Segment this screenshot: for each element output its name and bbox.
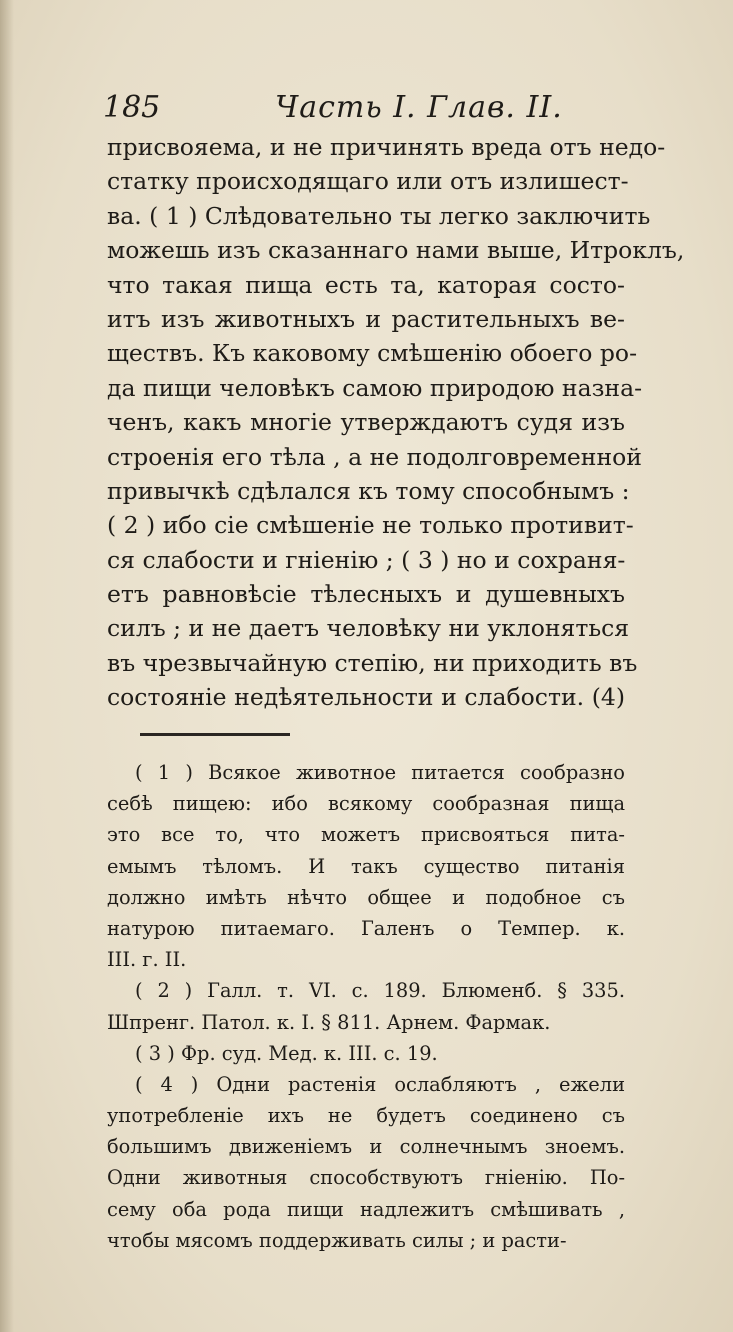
text-line: строенія его тѣла , а не подолговременной (107, 442, 642, 471)
page-gutter-shadow (0, 0, 14, 1332)
running-head: Часть I. Глав. II. (275, 90, 563, 125)
footnote (107, 1038, 625, 1069)
footnotes (107, 757, 625, 1256)
page-header (103, 86, 623, 130)
text-line: ществъ. Къ каковому смѣшенію обоего ро- (107, 339, 638, 368)
footnote (107, 757, 625, 975)
footnote (107, 1069, 625, 1256)
footnote-line: Одни животныя способствуютъ гніенію. По- (107, 1166, 625, 1190)
footnote-line: Шпренг. Патол. к. I. § 811. Арнем. Фармак. (107, 1010, 551, 1034)
footnote-line: емымъ тѣломъ. И такъ существо питанія (107, 854, 625, 878)
text-line: привычкѣ сдѣлался къ тому способнымъ : (107, 476, 630, 505)
text-line: можешь изъ сказаннаго нами выше, Итроклъ, (107, 236, 685, 265)
footnote-line: III. г. II. (107, 948, 187, 972)
footnote-line: чтобы мясомъ поддерживать силы ; и расти- (107, 1228, 567, 1252)
page-number: 185 (103, 90, 161, 125)
footnote-line: ( 3 ) Фр. суд. Мед. к. III. с. 19. (135, 1041, 438, 1065)
text-line: статку происходящаго или отъ излишест- (107, 167, 629, 196)
text-line: итъ изъ животныхъ и растительныхъ ве- (107, 304, 625, 333)
text-line: етъ равновѣсіе тѣлесныхъ и душевныхъ (107, 580, 625, 609)
footnote-line: большимъ движеніемъ и солнечнымъ зноемъ. (107, 1135, 625, 1159)
footnote-separator (140, 733, 290, 736)
text-line: въ чрезвычайную степію, ни приходить въ (107, 648, 638, 677)
footnote (107, 975, 625, 1037)
footnote-line: должно имѣть нѣчто общее и подобное съ (107, 885, 625, 909)
text-line: силъ ; и не даетъ человѣку ни уклоняться (107, 614, 630, 643)
footnote-line: ( 2 ) Галл. т. VI. с. 189. Блюменб. § 335. (135, 979, 625, 1003)
text-line: ся слабости и гніенію ; ( 3 ) но и сохраня- (107, 545, 626, 574)
footnote-line: сему оба рода пищи надлежитъ смѣшивать , (107, 1197, 625, 1221)
main-text (107, 130, 685, 715)
text-line: присвояема, и не причинять вреда отъ недо- (107, 133, 666, 161)
text-line: ва. ( 1 ) Слѣдовательно ты легко заключить (107, 201, 651, 230)
text-line: состояніе недѣятельности и слабости. (4) (107, 683, 625, 712)
text-line: что такая пища есть та, каторая состо- (107, 270, 625, 299)
footnote-line: себѣ пищею: ибо всякому сообразная пища (107, 792, 625, 816)
footnote-line: это все то, что можетъ присвояться пита- (107, 823, 625, 847)
text-line: ченъ, какъ многіе утверждаютъ судя изъ (107, 408, 625, 437)
footnote-line: ( 1 ) Всякое животное питается сообразно (135, 761, 625, 784)
footnote-line: ( 4 ) Одни растенія ослабляютъ , ежели (135, 1072, 625, 1096)
footnote-line: употребленіе ихъ не будетъ соединено съ (107, 1104, 625, 1128)
text-line: ( 2 ) ибо сіе смѣшеніе не только противит- (107, 511, 634, 540)
text-line: да пищи человѣкъ самою природою назна- (107, 373, 643, 402)
footnote-line: натурою питаемаго. Галенъ о Темпер. к. (107, 916, 625, 940)
